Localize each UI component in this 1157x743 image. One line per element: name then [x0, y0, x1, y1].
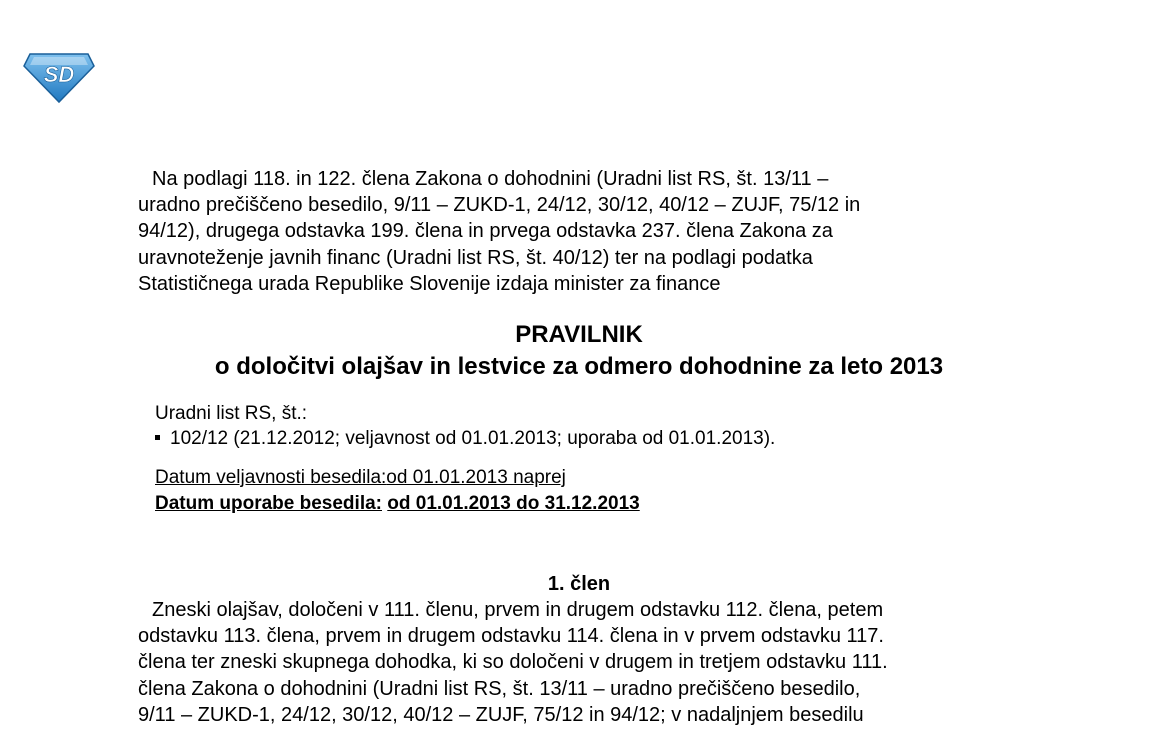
sd-logo-icon — [22, 48, 96, 104]
text-dates — [138, 465, 1020, 517]
document-body — [138, 166, 1020, 728]
use-date — [155, 491, 1020, 517]
intro-paragraph — [138, 166, 1020, 297]
intro-line: Statističnega urada Republike Slovenije izdaja minister za finance — [138, 272, 721, 295]
article-line: 9/11 – ZUKD-1, 24/12, 30/12, 40/12 – ZUJF, 75/12 in 94/12; v nadaljnjem besedilu — [138, 703, 864, 726]
title-sub: o določitvi olajšav in lestvice za odmero dohodnine za leto 2013 — [214, 353, 944, 381]
intro-line: 94/12), drugega odstavka 199. člena in prvega odstavka 237. člena Zakona za — [138, 220, 833, 243]
intro-line: uradno prečiščeno besedilo, 9/11 – ZUKD-1, 24/12, 30/12, 40/12 – ZUJF, 75/12 in — [138, 194, 861, 217]
gazette-info — [138, 401, 1020, 451]
use-label: Datum uporabe besedila: — [155, 493, 382, 515]
title-main: PRAVILNIK — [515, 321, 643, 349]
article-1-title: 1. člen — [547, 573, 611, 596]
use-value: od 01.01.2013 do 31.12.2013 — [387, 493, 640, 515]
validity-value: od 01.01.2013 naprej — [386, 467, 566, 489]
validity-label: Datum veljavnosti besedila: — [155, 467, 387, 489]
intro-line: uravnoteženje javnih financ (Uradni list RS, št. 40/12) ter na podlagi podatka — [138, 246, 813, 269]
gazette-item-text: 102/12 (21.12.2012; veljavnost od 01.01.2013; uporaba od 01.01.2013). — [170, 428, 776, 450]
bullet-icon — [155, 435, 160, 440]
article-line: člena ter zneski skupnega dohodka, ki so določeni v drugem in tretjem odstavku 111. — [138, 651, 888, 674]
svg-text:SD: SD — [43, 62, 75, 87]
document-title — [138, 319, 1020, 383]
gazette-label: Uradni list RS, št.: — [155, 403, 308, 425]
article-1-paragraph — [138, 597, 1020, 728]
article-line: odstavku 113. člena, prvem in drugem odstavku 114. člena in v prvem odstavku 117. — [138, 625, 884, 648]
validity-date — [155, 465, 1020, 491]
intro-line: Na podlagi 118. in 122. člena Zakona o dohodnini (Uradni list RS, št. 13/11 – — [152, 168, 829, 190]
gazette-item — [155, 426, 1020, 451]
article-line: Zneski olajšav, določeni v 111. členu, prvem in drugem odstavku 112. člena, petem — [152, 599, 884, 622]
article-line: člena Zakona o dohodnini (Uradni list RS, št. 13/11 – uradno prečiščeno besedilo, — [138, 677, 861, 700]
